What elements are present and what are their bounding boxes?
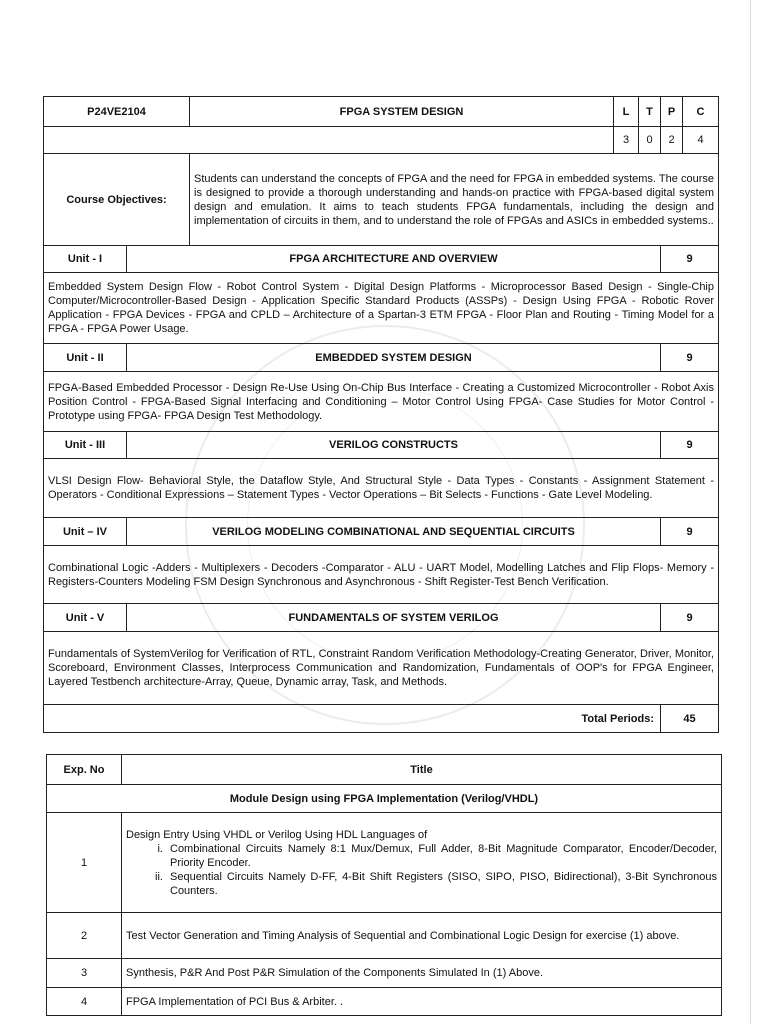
exp-title: FPGA Implementation of PCI Bus & Arbiter. . (122, 988, 722, 1016)
unit-header-row (44, 432, 719, 459)
lab-experiments-table (46, 754, 722, 1016)
unit-content-row (44, 546, 719, 604)
unit-content: FPGA-Based Embedded Processor - Design Re-Use Using On-Chip Bus Interface - Creating a Customized Microcontroller - Robot Axis Position Control - FPGA-Based Signal Interfacing and Conditioning – Motor Control Using FPGA- Case Studies for Motor Control -Prototype using FPGA- FPGA Design Test Methodology. (44, 372, 719, 432)
ltpc-header-p: P (661, 97, 683, 127)
unit-hours: 9 (661, 246, 719, 273)
ltpc-value-p: 2 (661, 127, 683, 154)
exp-number: 2 (47, 913, 122, 959)
course-syllabus-table (43, 96, 719, 733)
unit-content: Embedded System Design Flow - Robot Control System - Digital Design Platforms - Microprocessor Based Design - Single-Chip Computer/Microcontroller-Based Design - Application Specific Standard Products (ASSPs) - Design Using FPGA - Robotic Rover Application - FPGA Devices - FPGA and CPLD – Architecture of a Spartan-3 ETM FPGA - Floor Plan and Routing - Timing Model for a FPGA - FPGA Power Usage. (44, 273, 719, 344)
total-periods-label: Total Periods: (44, 705, 661, 733)
objectives-text: Students can understand the concepts of FPGA and the need for FPGA in embedded systems. The course is designed to provide a thorough understanding and hands-on practice with FPGA-based digital system design and emulation. It aims to teach students FPGA fundamentals, including the design and implementation of circuits in them, and to understand the role of FPGAs and ASICs in embedded systems.. (190, 154, 719, 246)
blank-cell (44, 127, 614, 154)
unit-content: Fundamentals of SystemVerilog for Verification of RTL, Constraint Random Verification Methodology-Creating Generator, Driver, Monitor, Scoreboard, Environment Classes, Interprocess Communication and Randomization, Fundamentals of OOP's for FPGA Engineer, Layered Testbench architecture-Array, Queue, Dynamic array, Task, and Methods. (44, 632, 719, 705)
exp1-list (126, 842, 717, 898)
exp-title (122, 813, 722, 913)
unit-hours: 9 (661, 518, 719, 546)
lab-header-row (47, 755, 722, 785)
unit-hours: 9 (661, 344, 719, 372)
exp1-intro: Design Entry Using VHDL or Verilog Using HDL Languages of (126, 828, 428, 841)
table-row (47, 959, 722, 988)
table-row (47, 988, 722, 1016)
ltpc-header-c: C (683, 97, 719, 127)
course-title: FPGA SYSTEM DESIGN (190, 97, 614, 127)
col-header-title: Title (122, 755, 722, 785)
unit-header-row (44, 246, 719, 273)
unit-label: Unit – IV (44, 518, 127, 546)
list-item: ii. Sequential Circuits Namely D-FF, 4-Bit Shift Registers (SISO, SIPO, PISO, Bidirectional), 3-Bit Synchronous Counters. (166, 870, 717, 898)
lab-section-title: Module Design using FPGA Implementation (Verilog/VHDL) (47, 785, 722, 813)
exp-number: 1 (47, 813, 122, 913)
ltpc-value-c: 4 (683, 127, 719, 154)
total-row (44, 705, 719, 733)
unit-title: VERILOG CONSTRUCTS (127, 432, 661, 459)
exp-number: 3 (47, 959, 122, 988)
course-code: P24VE2104 (44, 97, 190, 127)
unit-header-row (44, 518, 719, 546)
course-header-row (44, 97, 719, 127)
unit-label: Unit - V (44, 604, 127, 632)
ltpc-header-l: L (614, 97, 639, 127)
unit-content: VLSI Design Flow- Behavioral Style, the Dataflow Style, And Structural Style - Data Types - Constants - Assignment Statement - Operators - Conditional Expressions – Statement Types - Vector Operations – Bit Selects - Functions - Gate Level Modeling. (44, 459, 719, 518)
unit-label: Unit - I (44, 246, 127, 273)
unit-label: Unit - II (44, 344, 127, 372)
exp-title: Synthesis, P&R And Post P&R Simulation of the Components Simulated In (1) Above. (122, 959, 722, 988)
unit-hours: 9 (661, 432, 719, 459)
unit-title: EMBEDDED SYSTEM DESIGN (127, 344, 661, 372)
lab-section-row (47, 785, 722, 813)
unit-hours: 9 (661, 604, 719, 632)
exp-number: 4 (47, 988, 122, 1016)
unit-content-row (44, 273, 719, 344)
unit-content: Combinational Logic -Adders - Multiplexers - Decoders -Comparator - ALU - UART Model, Modelling Latches and Flip Flops- Memory - Registers-Counters Modeling FSM Design Synchronous and Asynchronous - Shift Register-Test Bench Verification. (44, 546, 719, 604)
exp-title: Test Vector Generation and Timing Analysis of Sequential and Combinational Logic Design for exercise (1) above. (122, 913, 722, 959)
unit-title: VERILOG MODELING COMBINATIONAL AND SEQUENTIAL CIRCUITS (127, 518, 661, 546)
unit-label: Unit - III (44, 432, 127, 459)
objectives-row (44, 154, 719, 246)
objectives-label: Course Objectives: (44, 154, 190, 246)
table-row (47, 813, 722, 913)
unit-content-row (44, 632, 719, 705)
page-edge-line (750, 0, 751, 1024)
unit-header-row (44, 344, 719, 372)
unit-title: FUNDAMENTALS OF SYSTEM VERILOG (127, 604, 661, 632)
ltpc-values-row (44, 127, 719, 154)
total-periods-value: 45 (661, 705, 719, 733)
unit-title: FPGA ARCHITECTURE AND OVERVIEW (127, 246, 661, 273)
unit-content-row (44, 372, 719, 432)
list-item: i. Combinational Circuits Namely 8:1 Mux/Demux, Full Adder, 8-Bit Magnitude Comparator, Encoder/Decoder, Priority Encoder. (166, 842, 717, 870)
ltpc-header-t: T (639, 97, 661, 127)
ltpc-value-t: 0 (639, 127, 661, 154)
table-row (47, 913, 722, 959)
unit-content-row (44, 459, 719, 518)
unit-header-row (44, 604, 719, 632)
ltpc-value-l: 3 (614, 127, 639, 154)
col-header-expno: Exp. No (47, 755, 122, 785)
